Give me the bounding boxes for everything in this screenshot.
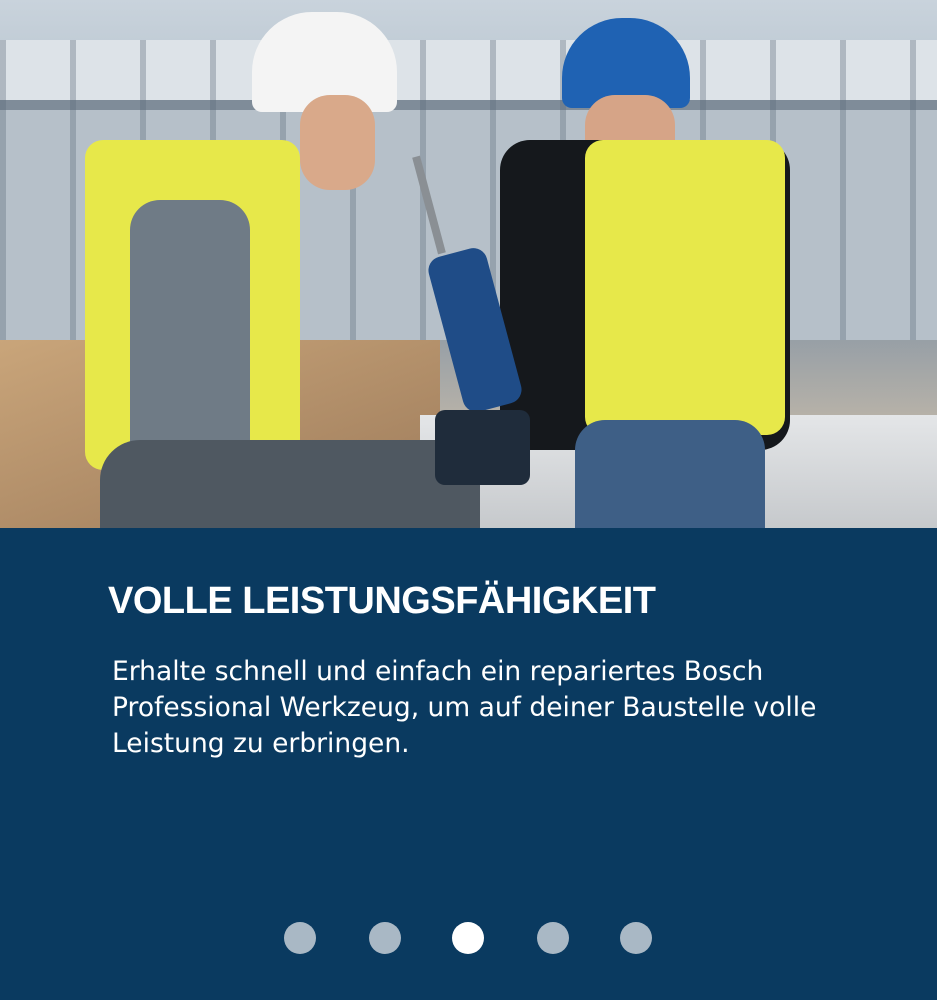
carousel-dot-4[interactable] — [537, 922, 569, 954]
slide-title: VOLLE LEISTUNGSFÄHIGKEIT — [108, 580, 656, 622]
carousel-dot-1[interactable] — [284, 922, 316, 954]
slide-description: Erhalte schnell und einfach ein repariertes Bosch Professional Werkzeug, um auf deiner Baustelle volle Leistung zu erbringen. — [112, 656, 817, 759]
carousel-dot-5[interactable] — [620, 922, 652, 954]
carousel-pagination — [0, 922, 937, 954]
carousel-dot-3[interactable] — [452, 922, 484, 954]
carousel-dot-2[interactable] — [369, 922, 401, 954]
